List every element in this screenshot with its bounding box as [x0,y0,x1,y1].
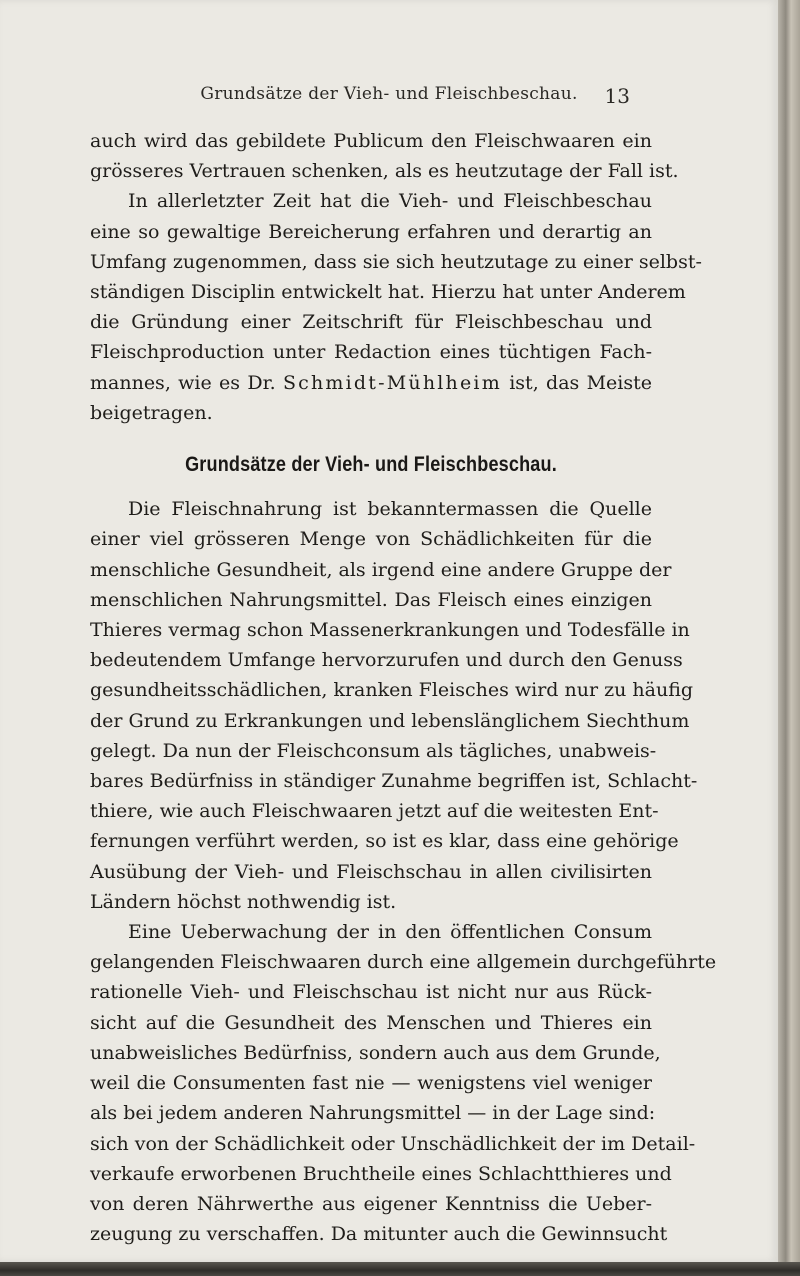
text-line: menschliche Gesundheit, als irgend eine andere Gruppe der [90,558,672,581]
text-line: einer viel grösseren Menge von Schädlichkeiten für die [90,528,652,551]
text-line: beigetragen. [90,401,213,424]
text-line: von deren Nährwerthe aus eigener Kenntniss die Ueber- [90,1192,652,1215]
text-line: bedeutendem Umfange hervorzurufen und durch den Genuss [90,649,683,672]
text-line: fernungen verführt werden, so ist es klar, dass eine gehörige [90,830,679,853]
text-line: ständigen Disciplin entwickelt hat. Hierzu hat unter Anderem [90,281,686,304]
text-line: In allerletzter Zeit hat die Vieh- und Fleischbeschau [128,190,652,213]
text-line: bares Bedürfniss in ständiger Zunahme begriffen ist, Schlacht- [90,770,698,793]
text-line: gelegt. Da nun der Fleischconsum als tägliches, unabweis- [90,739,657,762]
text-line: gesundheitsschädlichen, kranken Fleisches wird nur zu häufig [90,679,694,702]
text-fragment: ist, das Meiste [501,371,652,394]
book-spine-edge [778,0,800,1276]
text-line: der Grund zu Erkrankungen und lebenslänglichem Siechthum [90,709,690,732]
text-line [90,368,652,398]
running-head [0,84,778,114]
text-line: Die Fleischnahrung ist bekanntermassen die Quelle [128,498,652,521]
text-line: auch wird das gebildete Publicum den Fleischwaaren ein [90,130,652,152]
page-number: 13 [604,84,630,108]
text-line: weil die Consumenten fast nie — wenigstens viel weniger [90,1072,652,1095]
text-line: Ausübung der Vieh- und Fleischschau in allen civilisirten [90,860,652,883]
author-name: Schmidt-Mühlheim [282,371,502,394]
text-line: eine so gewaltige Bereicherung erfahren und derartig an [90,220,652,243]
text-line: als bei jedem anderen Nahrungsmittel — in der Lage sind: [90,1102,656,1125]
text-line: Umfang zugenommen, dass sie sich heutzutage zu einer selbst- [90,250,702,273]
text-line: rationelle Vieh- und Fleischschau ist nicht nur aus Rück- [90,981,652,1004]
text-line: Eine Ueberwachung der in den öffentlichen Consum [128,921,652,944]
text-fragment: mannes, wie es Dr. [90,371,283,394]
text-line: zeugung zu verschaffen. Da mitunter auch die Gewinnsucht [90,1223,668,1246]
text-line: sich von der Schädlichkeit oder Unschädlichkeit der im Detail- [90,1132,696,1155]
text-line: die Gründung einer Zeitschrift für Fleischbeschau und [90,311,652,334]
text-line: menschlichen Nahrungsmittel. Das Fleisch eines einzigen [90,588,652,611]
text-line: unabweisliches Bedürfniss, sondern auch aus dem Grunde, [90,1041,661,1064]
text-line: verkaufe erworbenen Bruchtheile eines Schlachtthieres und [90,1162,672,1185]
text-line: Ländern höchst nothwendig ist. [90,890,397,913]
text-line: Fleischproduction unter Redaction eines tüchtigen Fach- [90,341,652,364]
text-line: Thieres vermag schon Massenerkrankungen und Todesfälle in [90,619,690,642]
text-line: grösseres Vertrauen schenken, als es heutzutage der Fall ist. [90,160,679,183]
body-text [90,126,717,1249]
text-line: thiere, wie auch Fleischwaaren jetzt auf die weitesten Ent- [90,800,659,823]
section-heading: Grundsätze der Vieh- und Fleischbeschau. [185,453,557,477]
page-bottom-edge [0,1262,800,1276]
running-title: Grundsätze der Vieh- und Fleischbeschau. [200,84,578,104]
text-line: gelangenden Fleischwaaren durch eine allgemein durchgeführte [90,951,717,974]
text-line: sicht auf die Gesundheit des Menschen und Thieres ein [90,1011,652,1034]
